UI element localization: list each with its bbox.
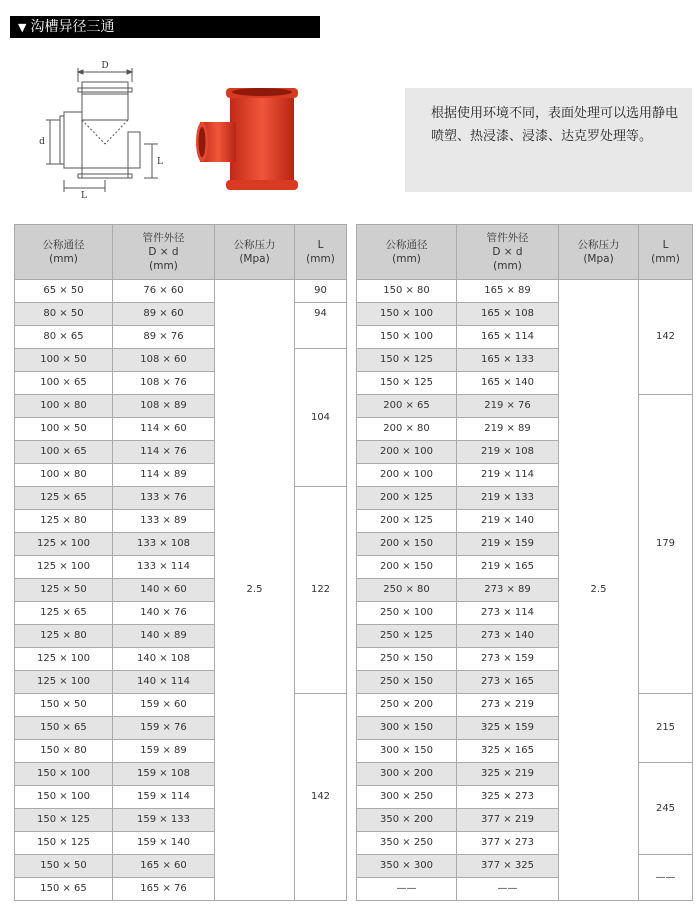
- nominal-cell: 125 × 80: [15, 510, 113, 533]
- triangle-marker-icon: ▼: [18, 21, 27, 34]
- nominal-cell: 300 × 150: [357, 740, 457, 763]
- table-row: [15, 694, 347, 717]
- L-cell: 215: [639, 694, 693, 763]
- outer-cell: 140 × 89: [113, 625, 215, 648]
- header-outer: 管件外径 D × d (mm): [113, 225, 215, 280]
- nominal-cell: 150 × 125: [15, 809, 113, 832]
- outer-cell: 165 × 76: [113, 878, 215, 901]
- outer-cell: 325 × 273: [457, 786, 559, 809]
- outer-cell: 159 × 133: [113, 809, 215, 832]
- nominal-cell: 125 × 100: [15, 671, 113, 694]
- outer-cell: 159 × 140: [113, 832, 215, 855]
- outer-cell: 165 × 140: [457, 372, 559, 395]
- nominal-cell: 150 × 65: [15, 878, 113, 901]
- header-L: L (mm): [295, 225, 347, 280]
- dim-d-label: d: [39, 137, 45, 147]
- nominal-cell: 350 × 250: [357, 832, 457, 855]
- nominal-cell: 100 × 50: [15, 349, 113, 372]
- outer-cell: 219 × 165: [457, 556, 559, 579]
- nominal-cell: 200 × 65: [357, 395, 457, 418]
- outer-cell: 165 × 60: [113, 855, 215, 878]
- nominal-cell: 350 × 200: [357, 809, 457, 832]
- nominal-cell: 200 × 100: [357, 441, 457, 464]
- nominal-cell: 250 × 150: [357, 648, 457, 671]
- surface-treatment-note: 根据使用环境不同，表面处理可以选用静电喷塑、热浸漆、浸漆、达克罗处理等。: [405, 88, 692, 192]
- table-divider: [348, 224, 354, 908]
- nominal-cell: 65 × 50: [15, 280, 113, 303]
- nominal-cell: 300 × 250: [357, 786, 457, 809]
- nominal-cell: 150 × 125: [15, 832, 113, 855]
- nominal-cell: 150 × 100: [357, 303, 457, 326]
- outer-cell: 159 × 108: [113, 763, 215, 786]
- outer-cell: 273 × 140: [457, 625, 559, 648]
- outer-cell: 325 × 165: [457, 740, 559, 763]
- table-row: [357, 763, 693, 786]
- outer-cell: 325 × 219: [457, 763, 559, 786]
- nominal-cell: 200 × 100: [357, 464, 457, 487]
- spec-table-right: [356, 224, 693, 901]
- outer-cell: 273 × 219: [457, 694, 559, 717]
- nominal-cell: 200 × 150: [357, 533, 457, 556]
- outer-cell: 89 × 60: [113, 303, 215, 326]
- nominal-cell: 100 × 80: [15, 395, 113, 418]
- outer-cell: 114 × 76: [113, 441, 215, 464]
- outer-cell: 273 × 89: [457, 579, 559, 602]
- red-tee-fitting-photo: [190, 78, 310, 198]
- nominal-cell: ——: [357, 878, 457, 901]
- nominal-cell: 80 × 65: [15, 326, 113, 349]
- header-pressure: 公称压力 (Mpa): [559, 225, 639, 280]
- nominal-cell: 150 × 100: [15, 786, 113, 809]
- table-row: [15, 303, 347, 326]
- outer-cell: 159 × 89: [113, 740, 215, 763]
- nominal-cell: 100 × 50: [15, 418, 113, 441]
- outer-cell: 273 × 165: [457, 671, 559, 694]
- table-row: [357, 280, 693, 303]
- outer-cell: 140 × 76: [113, 602, 215, 625]
- outer-cell: 219 × 114: [457, 464, 559, 487]
- nominal-cell: 80 × 50: [15, 303, 113, 326]
- outer-cell: 89 × 76: [113, 326, 215, 349]
- outer-cell: 133 × 89: [113, 510, 215, 533]
- header-L: L (mm): [639, 225, 693, 280]
- outer-cell: 165 × 89: [457, 280, 559, 303]
- outer-cell: 133 × 114: [113, 556, 215, 579]
- outer-cell: 219 × 108: [457, 441, 559, 464]
- nominal-cell: 150 × 80: [357, 280, 457, 303]
- L-cell: 104: [295, 349, 347, 487]
- nominal-cell: 250 × 200: [357, 694, 457, 717]
- outer-cell: 108 × 89: [113, 395, 215, 418]
- L-cell: 90: [295, 280, 347, 303]
- nominal-cell: 150 × 65: [15, 717, 113, 740]
- table-row: [357, 395, 693, 418]
- outer-cell: 133 × 108: [113, 533, 215, 556]
- header-outer: 管件外径 D × d (mm): [457, 225, 559, 280]
- nominal-cell: 200 × 80: [357, 418, 457, 441]
- outer-cell: 219 × 159: [457, 533, 559, 556]
- table-row: [357, 855, 693, 878]
- L-cell: 179: [639, 395, 693, 694]
- nominal-cell: 100 × 65: [15, 372, 113, 395]
- outer-cell: 159 × 76: [113, 717, 215, 740]
- outer-cell: 140 × 108: [113, 648, 215, 671]
- outer-cell: 219 × 140: [457, 510, 559, 533]
- outer-cell: 159 × 114: [113, 786, 215, 809]
- nominal-cell: 150 × 100: [357, 326, 457, 349]
- nominal-cell: 150 × 50: [15, 694, 113, 717]
- nominal-cell: 200 × 150: [357, 556, 457, 579]
- outer-cell: 325 × 159: [457, 717, 559, 740]
- outer-cell: 377 × 219: [457, 809, 559, 832]
- nominal-cell: 100 × 80: [15, 464, 113, 487]
- L-cell: ——: [639, 855, 693, 901]
- nominal-cell: 250 × 125: [357, 625, 457, 648]
- nominal-cell: 200 × 125: [357, 510, 457, 533]
- nominal-cell: 300 × 200: [357, 763, 457, 786]
- pressure-cell: 2.5: [215, 280, 295, 901]
- L-cell: 122: [295, 487, 347, 694]
- header-nominal: 公称通径 (mm): [357, 225, 457, 280]
- dim-D-label: D: [101, 61, 109, 71]
- table-row: [15, 349, 347, 372]
- outer-cell: 165 × 114: [457, 326, 559, 349]
- nominal-cell: 200 × 125: [357, 487, 457, 510]
- outer-cell: 219 × 89: [457, 418, 559, 441]
- spec-table-left: [14, 224, 347, 901]
- nominal-cell: 125 × 50: [15, 579, 113, 602]
- L-cell: 245: [639, 763, 693, 855]
- outer-cell: 140 × 60: [113, 579, 215, 602]
- outer-cell: 273 × 114: [457, 602, 559, 625]
- nominal-cell: 125 × 100: [15, 533, 113, 556]
- nominal-cell: 250 × 150: [357, 671, 457, 694]
- nominal-cell: 300 × 150: [357, 717, 457, 740]
- outer-cell: 133 × 76: [113, 487, 215, 510]
- table-row: [357, 694, 693, 717]
- nominal-cell: 125 × 80: [15, 625, 113, 648]
- header-nominal: 公称通径 (mm): [15, 225, 113, 280]
- outer-cell: 377 × 325: [457, 855, 559, 878]
- nominal-cell: 250 × 100: [357, 602, 457, 625]
- dim-L-side-label: L: [157, 157, 163, 167]
- nominal-cell: 350 × 300: [357, 855, 457, 878]
- nominal-cell: 150 × 100: [15, 763, 113, 786]
- outer-cell: 165 × 133: [457, 349, 559, 372]
- table-row: [15, 280, 347, 303]
- nominal-cell: 150 × 50: [15, 855, 113, 878]
- outer-cell: 159 × 60: [113, 694, 215, 717]
- nominal-cell: 150 × 80: [15, 740, 113, 763]
- outer-cell: 140 × 114: [113, 671, 215, 694]
- outer-cell: 108 × 60: [113, 349, 215, 372]
- nominal-cell: 250 × 80: [357, 579, 457, 602]
- outer-cell: 114 × 89: [113, 464, 215, 487]
- nominal-cell: 125 × 100: [15, 556, 113, 579]
- outer-cell: 76 × 60: [113, 280, 215, 303]
- nominal-cell: 150 × 125: [357, 372, 457, 395]
- nominal-cell: 150 × 125: [357, 349, 457, 372]
- nominal-cell: 100 × 65: [15, 441, 113, 464]
- outer-cell: ——: [457, 878, 559, 901]
- L-cell: 142: [295, 694, 347, 901]
- section-title-bar: [10, 16, 320, 38]
- nominal-cell: 125 × 100: [15, 648, 113, 671]
- table-row: [15, 487, 347, 510]
- nominal-cell: 125 × 65: [15, 487, 113, 510]
- L-cell: 142: [639, 280, 693, 395]
- outer-cell: 377 × 273: [457, 832, 559, 855]
- outer-cell: 108 × 76: [113, 372, 215, 395]
- header-pressure: 公称压力 (Mpa): [215, 225, 295, 280]
- outer-cell: 165 × 108: [457, 303, 559, 326]
- outer-cell: 114 × 60: [113, 418, 215, 441]
- outer-cell: 219 × 133: [457, 487, 559, 510]
- dim-L-bottom-label: L: [81, 191, 87, 200]
- outer-cell: 219 × 76: [457, 395, 559, 418]
- outer-cell: 273 × 159: [457, 648, 559, 671]
- pressure-cell: 2.5: [559, 280, 639, 901]
- L-cell: 94: [295, 303, 347, 349]
- tee-technical-drawing: [28, 60, 168, 200]
- section-title: 沟槽异径三通: [30, 19, 115, 35]
- nominal-cell: 125 × 65: [15, 602, 113, 625]
